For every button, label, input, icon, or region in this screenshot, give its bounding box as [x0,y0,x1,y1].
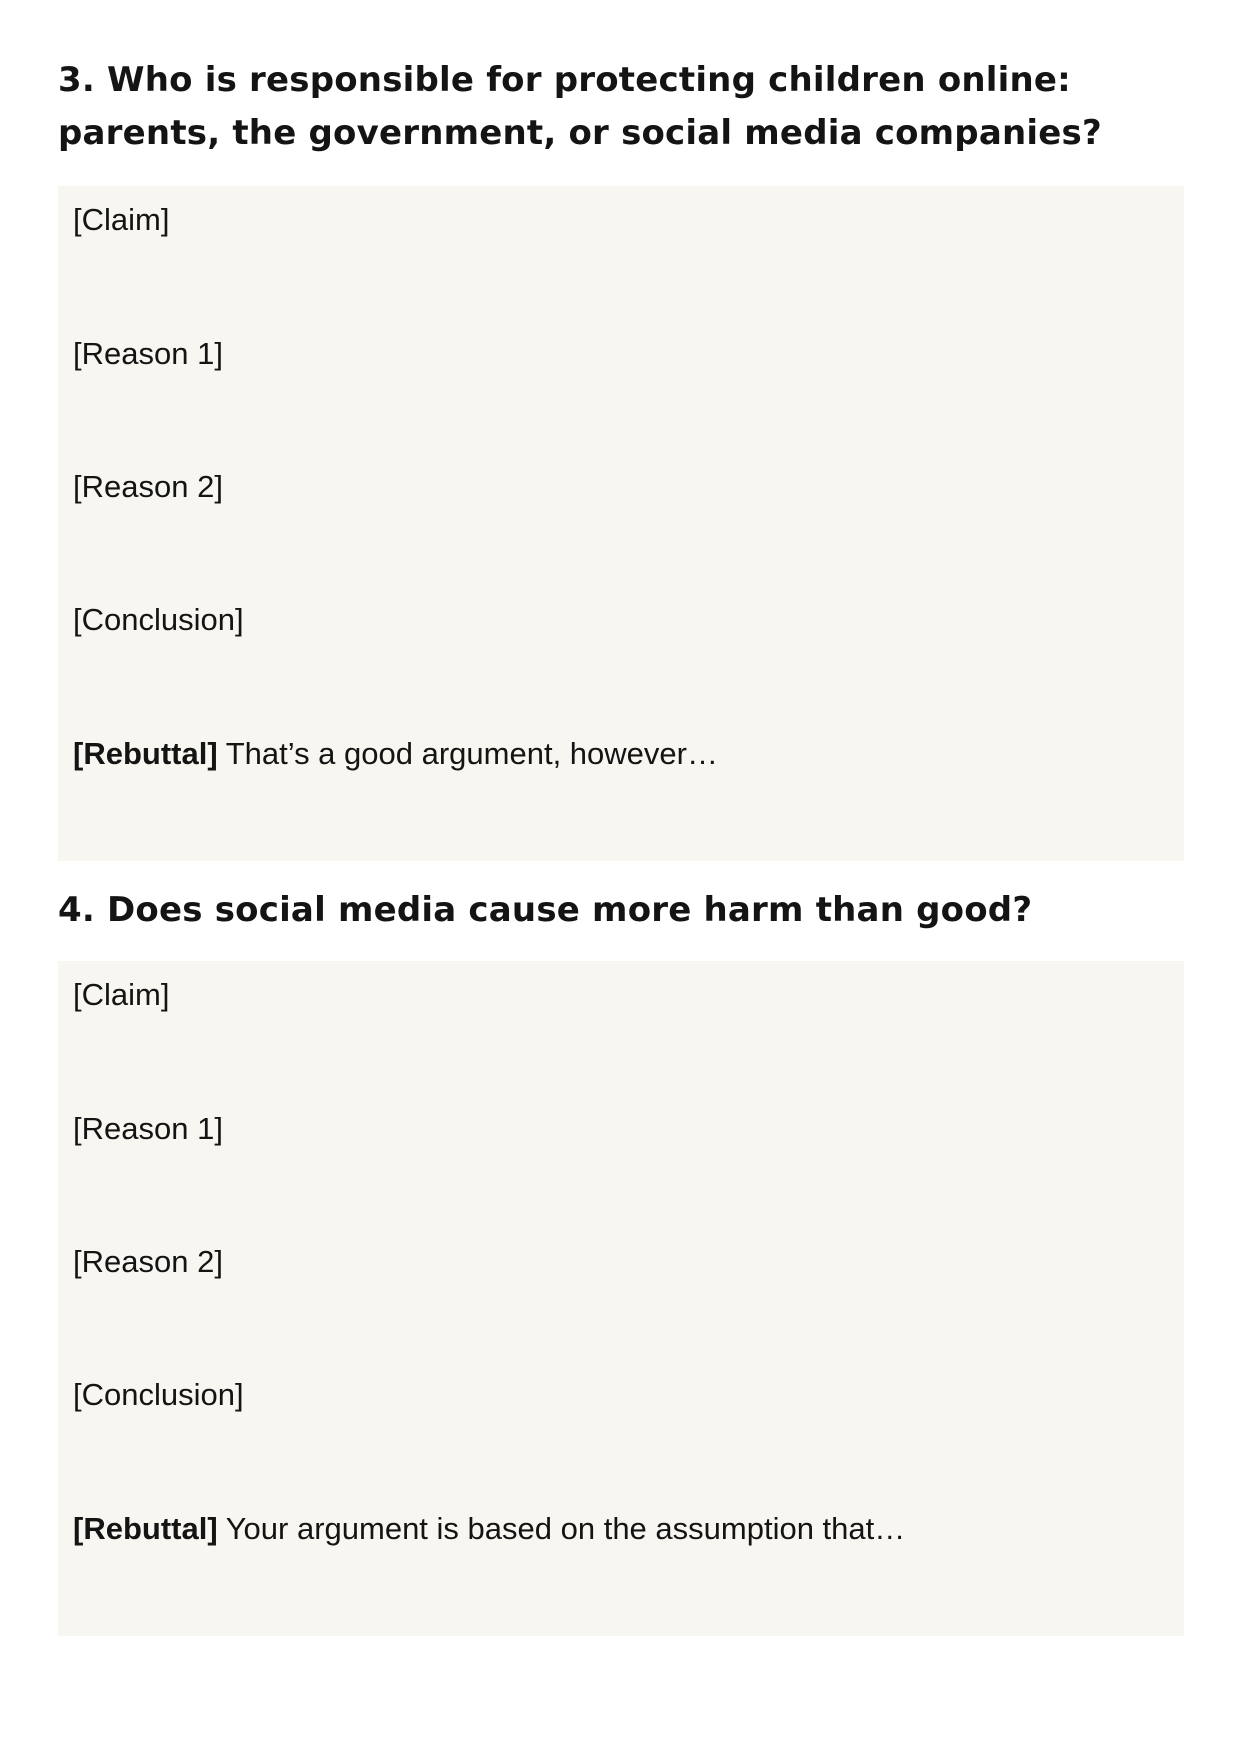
question-3-answer-box[interactable] [58,186,1184,861]
rebuttal-line [73,734,718,774]
rebuttal-label: [Rebuttal] [73,1511,218,1546]
question-4-answer-box[interactable] [58,961,1184,1636]
reason-1-label: [Reason 1] [73,1111,223,1146]
rebuttal-line [73,1509,905,1549]
claim-label: [Claim] [73,977,170,1012]
rebuttal-prompt: Your argument is based on the assumption that… [217,1511,906,1546]
rebuttal-prompt: That’s a good argument, however… [217,736,718,771]
reason-1-label: [Reason 1] [73,336,223,371]
conclusion-label: [Conclusion] [73,1377,244,1412]
rebuttal-label: [Rebuttal] [73,736,218,771]
reason-2-label: [Reason 2] [73,1244,223,1279]
claim-label: [Claim] [73,202,170,237]
question-3-heading: 3. Who is responsible for protecting children online: parents, the government, or social media companies? [58,60,1102,153]
question-4-heading: 4. Does social media cause more harm than good? [58,890,1033,930]
reason-2-label: [Reason 2] [73,469,223,504]
conclusion-label: [Conclusion] [73,602,244,637]
